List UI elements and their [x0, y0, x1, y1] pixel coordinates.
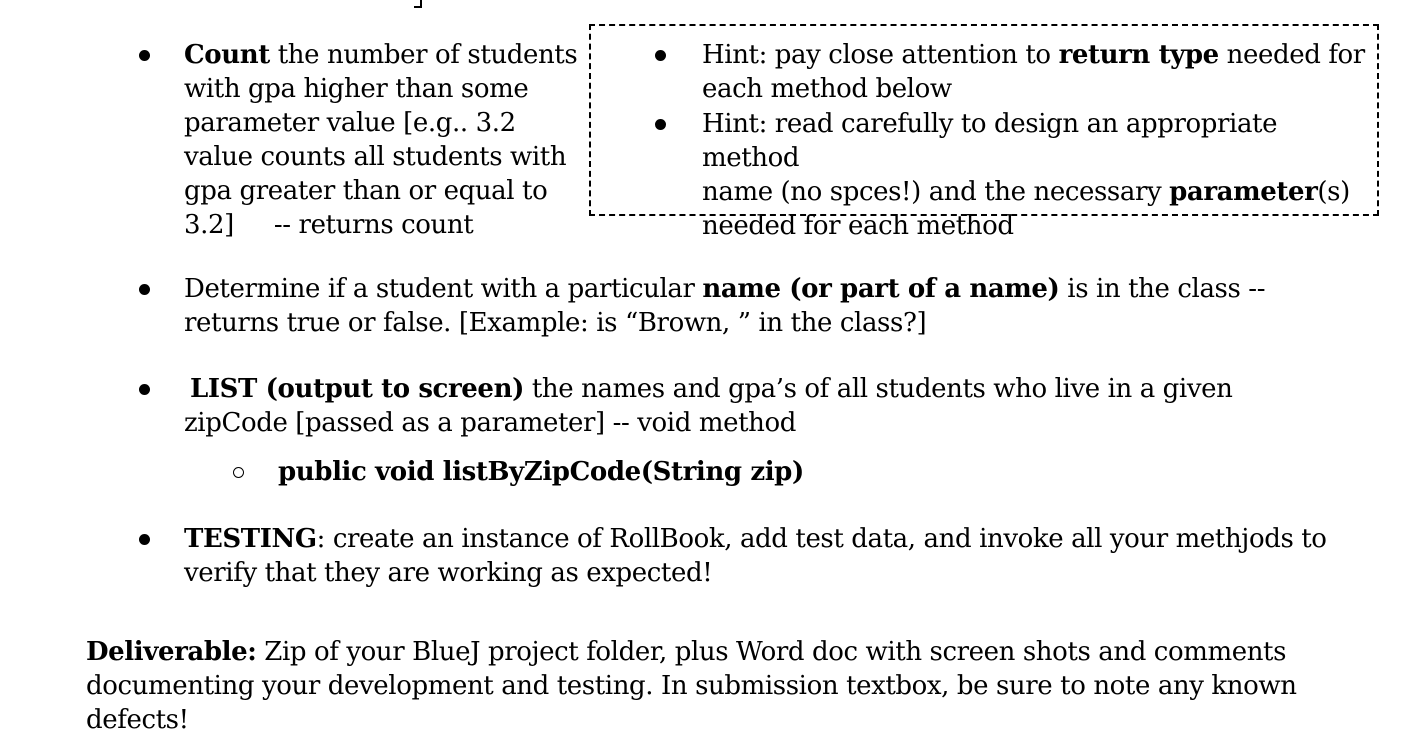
method-signature: public void listByZipCode(String zip) — [278, 457, 804, 487]
item-count-line: 3.2] -- returns count — [184, 210, 474, 240]
item-testing: TESTING: create an instance of RollBook, add test data, and invoke all your methjods to verify that they are working as expected! — [184, 524, 1327, 588]
bullet — [139, 50, 150, 61]
item-count-line: Count the number of students — [184, 40, 578, 70]
bullet — [139, 284, 150, 295]
item-list-zip: LIST (output to screen) the names and gpa’s of all students who live in a given zipCode [passed as a parameter] -- void method — [184, 374, 1233, 438]
bullet — [655, 119, 666, 130]
hint-1: Hint: pay close attention to return type needed for each method below — [702, 40, 1365, 104]
bullet — [139, 384, 150, 395]
item-count-bold: Count — [184, 40, 270, 70]
item-count-line: value counts all students with — [184, 142, 567, 172]
item-count-line: parameter value [e.g.. 3.2 — [184, 108, 516, 138]
bullet — [655, 50, 666, 61]
page-top-mark — [414, 0, 422, 8]
sub-bullet — [233, 467, 244, 478]
item-count-line: with gpa higher than some — [184, 74, 529, 104]
item-count-line: gpa greater than or equal to — [184, 176, 548, 206]
hint-2: Hint: read carefully to design an appropriate method name (no spces!) and the necessary parameter(s) needed for each method — [702, 109, 1350, 241]
item-name-search: Determine if a student with a particular name (or part of a name) is in the class -- returns true or false. [Example: is “Brown, ” in the class?] — [184, 274, 1266, 338]
item-count-text — [184, 38, 584, 242]
bullet — [139, 534, 150, 545]
deliverable-paragraph: Deliverable: Zip of your BlueJ project folder, plus Word doc with screen shots and comments documenting your development and testing. In submission textbox, be sure to note any known defects! — [86, 637, 1297, 735]
